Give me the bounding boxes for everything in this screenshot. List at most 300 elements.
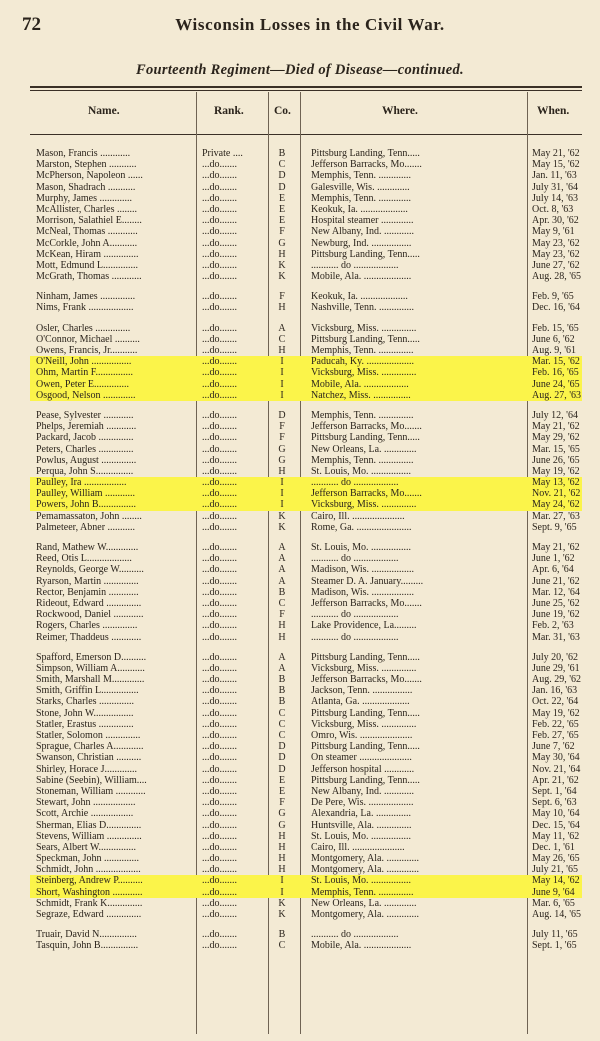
date-cell: Feb. 9, '65 bbox=[532, 291, 574, 303]
name-cell: McKean, Hiram .............. bbox=[36, 248, 139, 260]
place-cell: Jefferson Barracks, Mo....... bbox=[311, 421, 422, 433]
company-cell: A bbox=[278, 553, 286, 565]
name-cell: Smith, Marshall M............. bbox=[36, 674, 145, 686]
date-cell: May 26, '65 bbox=[532, 853, 580, 865]
place-cell: Montgomery, Ala. ............. bbox=[311, 853, 419, 865]
date-cell: June 25, '62 bbox=[532, 597, 580, 609]
name-cell: Murphy, James ............. bbox=[36, 192, 133, 204]
table-row bbox=[30, 511, 582, 522]
table-row bbox=[30, 182, 582, 193]
company-cell: G bbox=[278, 454, 286, 466]
place-cell: Madison, Wis. ................. bbox=[311, 564, 415, 576]
rank-cell: ...do....... bbox=[202, 322, 237, 334]
date-cell: May 19, '62 bbox=[532, 465, 580, 477]
date-cell: Aug. 9, '61 bbox=[532, 345, 577, 356]
col-header-rank: Rank. bbox=[214, 105, 244, 117]
place-cell: New Albany, Ind. ............ bbox=[311, 785, 414, 797]
table-row bbox=[30, 708, 582, 719]
company-cell: F bbox=[279, 797, 285, 809]
date-cell: May 23, '62 bbox=[532, 248, 580, 260]
table-row bbox=[30, 466, 582, 477]
table-row bbox=[30, 553, 582, 564]
rank-cell: ...do....... bbox=[202, 564, 237, 576]
rank-cell: ...do....... bbox=[202, 819, 237, 831]
place-cell: ........... do .................. bbox=[311, 631, 399, 643]
place-cell: Pittsburg Landing, Tenn..... bbox=[311, 432, 420, 444]
name-cell: McAllister, Charles ........ bbox=[36, 203, 137, 215]
date-cell: Sept. 1, '64 bbox=[532, 785, 577, 797]
rank-cell: ...do....... bbox=[202, 651, 237, 663]
rank-cell: ...do....... bbox=[202, 897, 237, 909]
company-cell: B bbox=[278, 586, 286, 598]
place-cell: Jackson, Tenn. ................ bbox=[311, 685, 413, 697]
row-group bbox=[30, 542, 582, 643]
place-cell: Vicksburg, Miss. .............. bbox=[311, 499, 417, 511]
date-cell: Dec. 15, '64 bbox=[532, 819, 580, 831]
date-cell: Dec. 16, '64 bbox=[532, 302, 580, 314]
table-row bbox=[30, 159, 582, 170]
place-cell: Omro, Wis. ..................... bbox=[311, 730, 413, 741]
date-cell: Mar. 27, '63 bbox=[532, 510, 580, 522]
table-row bbox=[30, 587, 582, 598]
name-cell: Starks, Charles .............. bbox=[36, 696, 135, 708]
rank-cell: ...do....... bbox=[202, 685, 237, 697]
date-cell: Aug. 27, '63 bbox=[532, 389, 582, 401]
place-cell: ........... do .................. bbox=[311, 929, 399, 941]
row-group bbox=[30, 410, 582, 533]
highlighted-table-row bbox=[30, 356, 582, 367]
name-cell: Paulley, Ira ................. bbox=[36, 477, 127, 489]
table-row bbox=[30, 334, 582, 345]
highlighted-table-row bbox=[30, 477, 582, 488]
company-cell: D bbox=[278, 409, 286, 421]
company-cell: H bbox=[278, 248, 286, 260]
company-cell: B bbox=[278, 696, 286, 708]
place-cell: Newburg, Ind. ................ bbox=[311, 237, 412, 249]
company-cell: E bbox=[278, 215, 286, 227]
place-cell: Madison, Wis. ................. bbox=[311, 586, 415, 598]
date-cell: May 9, '61 bbox=[532, 226, 575, 238]
rank-cell: ...do....... bbox=[202, 808, 237, 820]
rank-cell: ...do....... bbox=[202, 477, 237, 489]
company-cell: I bbox=[280, 367, 284, 379]
name-cell: Shirley, Horace J............. bbox=[36, 763, 137, 775]
company-cell: C bbox=[278, 940, 286, 952]
rank-cell: ...do....... bbox=[202, 830, 237, 842]
row-group bbox=[30, 652, 582, 921]
date-cell: Aug. 14, '65 bbox=[532, 909, 582, 920]
company-cell: H bbox=[278, 302, 286, 314]
company-cell: I bbox=[280, 356, 284, 368]
name-cell: Rand, Mathew W............. bbox=[36, 542, 139, 553]
company-cell: H bbox=[278, 620, 286, 632]
company-cell: F bbox=[279, 609, 285, 621]
name-cell: Schmidt, Frank K.............. bbox=[36, 897, 143, 909]
date-cell: Oct. 8, '63 bbox=[532, 203, 574, 215]
company-cell: I bbox=[280, 378, 284, 390]
date-cell: Feb. 15, '65 bbox=[532, 322, 579, 334]
company-cell: I bbox=[280, 477, 284, 489]
date-cell: May 10, '64 bbox=[532, 808, 580, 820]
place-cell: Vicksburg, Miss. .............. bbox=[311, 662, 417, 674]
table-row bbox=[30, 663, 582, 674]
table-row bbox=[30, 786, 582, 797]
table-row bbox=[30, 685, 582, 696]
rank-cell: ...do....... bbox=[202, 797, 237, 809]
company-cell: C bbox=[278, 730, 286, 741]
page-number: 72 bbox=[22, 14, 41, 35]
company-cell: K bbox=[278, 521, 286, 533]
name-cell: Morrison, Salathiel E........ bbox=[36, 215, 142, 227]
table-row bbox=[30, 752, 582, 763]
date-cell: Mar. 6, '65 bbox=[532, 897, 575, 909]
date-cell: July 11, '65 bbox=[532, 929, 578, 941]
place-cell: Pittsburg Landing, Tenn..... bbox=[311, 741, 420, 753]
table-row bbox=[30, 421, 582, 432]
name-cell: Stone, John W................ bbox=[36, 707, 134, 719]
table-row bbox=[30, 831, 582, 842]
table-row bbox=[30, 148, 582, 159]
date-cell: Apr. 6, '64 bbox=[532, 564, 574, 576]
rank-cell: ...do....... bbox=[202, 291, 237, 303]
place-cell: Memphis, Tenn. .............. bbox=[311, 454, 414, 466]
table-row bbox=[30, 576, 582, 587]
date-cell: May 11, '62 bbox=[532, 830, 580, 842]
name-cell: Phelps, Jeremiah ............ bbox=[36, 421, 137, 433]
table-row bbox=[30, 249, 582, 260]
rank-cell: ...do....... bbox=[202, 741, 237, 753]
date-cell: July 20, '62 bbox=[532, 651, 578, 663]
place-cell: ........... do .................. bbox=[311, 477, 399, 489]
row-group bbox=[30, 323, 582, 401]
place-cell: St. Louis, Mo. ................ bbox=[311, 542, 412, 553]
rank-cell: ...do....... bbox=[202, 620, 237, 632]
name-cell: Schmidt, John .................. bbox=[36, 864, 141, 876]
name-cell: Packard, Jacob .............. bbox=[36, 432, 134, 444]
table-row bbox=[30, 741, 582, 752]
company-cell: F bbox=[279, 291, 285, 303]
rank-cell: ...do....... bbox=[202, 575, 237, 587]
table-row bbox=[30, 204, 582, 215]
page-header bbox=[0, 0, 600, 52]
name-cell: Perqua, John S............... bbox=[36, 465, 134, 477]
place-cell: Memphis, Tenn. .............. bbox=[311, 345, 414, 356]
row-group bbox=[30, 929, 582, 951]
table-row bbox=[30, 632, 582, 643]
company-cell: C bbox=[278, 718, 286, 730]
place-cell: De Pere, Wis. .................. bbox=[311, 797, 414, 809]
place-cell: Huntsville, Ala. .............. bbox=[311, 819, 412, 831]
name-cell: Simpson, William A........... bbox=[36, 662, 145, 674]
rank-cell: ...do....... bbox=[202, 378, 237, 390]
company-cell: K bbox=[278, 510, 286, 522]
place-cell: Memphis, Tenn. .............. bbox=[311, 409, 414, 421]
name-cell: Mott, Edmund L.............. bbox=[36, 259, 138, 271]
date-cell: June 21, '62 bbox=[532, 575, 580, 587]
highlighted-table-row bbox=[30, 367, 582, 378]
date-cell: July 31, '64 bbox=[532, 181, 578, 193]
place-cell: Natchez, Miss. ............... bbox=[311, 389, 411, 401]
table-row bbox=[30, 808, 582, 819]
table-row bbox=[30, 909, 582, 920]
date-cell: Feb. 22, '65 bbox=[532, 718, 579, 730]
table-row bbox=[30, 797, 582, 808]
rank-cell: ...do....... bbox=[202, 864, 237, 876]
table-row bbox=[30, 291, 582, 302]
date-cell: Feb. 16, '65 bbox=[532, 367, 579, 379]
table-row bbox=[30, 432, 582, 443]
rank-cell: ...do....... bbox=[202, 499, 237, 511]
place-cell: Montgomery, Ala. ............. bbox=[311, 864, 419, 876]
place-cell: New Albany, Ind. ............ bbox=[311, 226, 414, 238]
company-cell: I bbox=[280, 488, 284, 500]
place-cell: Pittsburg Landing, Tenn..... bbox=[311, 774, 420, 786]
table-row bbox=[30, 323, 582, 334]
date-cell: Sept. 1, '65 bbox=[532, 940, 577, 952]
company-cell: A bbox=[278, 662, 286, 674]
place-cell: Jefferson Barracks, Mo....... bbox=[311, 597, 422, 609]
top-rule-thin bbox=[30, 90, 582, 91]
table-row bbox=[30, 302, 582, 313]
name-cell: Spafford, Emerson D.......... bbox=[36, 651, 147, 663]
rank-cell: ...do....... bbox=[202, 929, 237, 941]
company-cell: E bbox=[278, 785, 286, 797]
rank-cell: ...do....... bbox=[202, 696, 237, 708]
place-cell: On steamer ..................... bbox=[311, 752, 412, 764]
name-cell: Rideout, Edward .............. bbox=[36, 597, 142, 609]
company-cell: B bbox=[278, 929, 286, 941]
name-cell: Sabine (Seebin), William.... bbox=[36, 774, 147, 786]
table-row bbox=[30, 455, 582, 466]
name-cell: Osler, Charles .............. bbox=[36, 322, 131, 334]
place-cell: ........... do .................. bbox=[311, 553, 399, 565]
rank-cell: ...do....... bbox=[202, 389, 237, 401]
name-cell: Rockwood, Daniel ............ bbox=[36, 609, 144, 621]
date-cell: May 15, '62 bbox=[532, 159, 580, 171]
place-cell: Hospital steamer ............. bbox=[311, 215, 414, 227]
place-cell: Pittsburg Landing, Tenn..... bbox=[311, 248, 420, 260]
date-cell: Nov. 21, '64 bbox=[532, 763, 581, 775]
name-cell: Palmeteer, Abner ........... bbox=[36, 521, 136, 533]
highlighted-table-row bbox=[30, 390, 582, 401]
rank-cell: ...do....... bbox=[202, 841, 237, 853]
place-cell: Jefferson Barracks, Mo....... bbox=[311, 488, 422, 500]
place-cell: Vicksburg, Miss. .............. bbox=[311, 718, 417, 730]
table-row bbox=[30, 444, 582, 455]
table-row bbox=[30, 620, 582, 631]
company-cell: K bbox=[278, 259, 286, 271]
name-cell: Reynolds, George W.......... bbox=[36, 564, 144, 576]
name-cell: Truair, David N............... bbox=[36, 929, 137, 941]
name-cell: Peters, Charles .............. bbox=[36, 443, 134, 455]
rank-cell: ...do....... bbox=[202, 886, 237, 898]
top-rule bbox=[30, 86, 582, 88]
place-cell: Vicksburg, Miss. .............. bbox=[311, 367, 417, 379]
highlighted-table-row bbox=[30, 379, 582, 390]
rank-cell: ...do....... bbox=[202, 853, 237, 865]
company-cell: I bbox=[280, 389, 284, 401]
company-cell: E bbox=[278, 192, 286, 204]
company-cell: H bbox=[278, 465, 286, 477]
rank-cell: ...do....... bbox=[202, 443, 237, 455]
table-row bbox=[30, 598, 582, 609]
rank-cell: ...do....... bbox=[202, 763, 237, 775]
table-row bbox=[30, 775, 582, 786]
date-cell: Sept. 6, '63 bbox=[532, 797, 577, 809]
place-cell: Mobile, Ala. ................... bbox=[311, 271, 412, 283]
rank-cell: ...do....... bbox=[202, 730, 237, 741]
place-cell: Jefferson hospital ............ bbox=[311, 763, 415, 775]
rank-cell: ...do....... bbox=[202, 226, 237, 238]
company-cell: H bbox=[278, 345, 286, 356]
col-header-name: Name. bbox=[88, 105, 120, 117]
name-cell: Reed, Otis L.................. bbox=[36, 553, 132, 565]
name-cell: McCorkle, John A........... bbox=[36, 237, 138, 249]
place-cell: Memphis, Tenn. ............. bbox=[311, 192, 411, 204]
company-cell: E bbox=[278, 203, 286, 215]
name-cell: Swanson, Christian .......... bbox=[36, 752, 142, 764]
table-row bbox=[30, 898, 582, 909]
name-cell: Ninham, James .............. bbox=[36, 291, 136, 303]
company-cell: G bbox=[278, 237, 286, 249]
rank-cell: ...do....... bbox=[202, 345, 237, 356]
rank-cell: ...do....... bbox=[202, 333, 237, 345]
company-cell: B bbox=[278, 674, 286, 686]
name-cell: Osgood, Nelson ............. bbox=[36, 389, 136, 401]
date-cell: Aug. 29, '62 bbox=[532, 674, 582, 686]
name-cell: Mason, Shadrach ........... bbox=[36, 181, 136, 193]
table-row bbox=[30, 260, 582, 271]
place-cell: Galesville, Wis. ............. bbox=[311, 181, 410, 193]
table-row bbox=[30, 410, 582, 421]
name-cell: Nims, Frank .................. bbox=[36, 302, 134, 314]
rank-cell: ...do....... bbox=[202, 421, 237, 433]
date-cell: May 24, '62 bbox=[532, 499, 580, 511]
company-cell: G bbox=[278, 819, 286, 831]
place-cell: Memphis, Tenn. .............. bbox=[311, 886, 414, 898]
table-row bbox=[30, 929, 582, 940]
company-cell: K bbox=[278, 271, 286, 283]
page-title: Wisconsin Losses in the Civil War. bbox=[175, 15, 445, 34]
place-cell: ........... do .................. bbox=[311, 609, 399, 621]
col-header-where: Where. bbox=[382, 105, 418, 117]
name-cell: Statler, Erastus .............. bbox=[36, 718, 134, 730]
rank-cell: ...do....... bbox=[202, 302, 237, 314]
company-cell: D bbox=[278, 752, 286, 764]
name-cell: Powlus, August .............. bbox=[36, 454, 137, 466]
place-cell: Keokuk, Ia. ................... bbox=[311, 203, 408, 215]
company-cell: F bbox=[279, 226, 285, 238]
name-cell: Reimer, Thaddeus ............ bbox=[36, 631, 142, 643]
date-cell: June 24, '65 bbox=[532, 378, 580, 390]
place-cell: New Orleans, La. ............. bbox=[311, 897, 417, 909]
date-cell: Aug. 28, '65 bbox=[532, 271, 582, 283]
name-cell: Ryarson, Martin .............. bbox=[36, 575, 139, 587]
rank-cell: ...do....... bbox=[202, 553, 237, 565]
date-cell: Apr. 30, '62 bbox=[532, 215, 579, 227]
highlighted-table-row bbox=[30, 887, 582, 898]
company-cell: A bbox=[278, 564, 286, 576]
table-row bbox=[30, 864, 582, 875]
name-cell: Pemamassaton, John ........ bbox=[36, 510, 142, 522]
company-cell: E bbox=[278, 774, 286, 786]
rank-cell: ...do....... bbox=[202, 409, 237, 421]
table-row bbox=[30, 238, 582, 249]
place-cell: Lake Providence, La......... bbox=[311, 620, 417, 632]
date-cell: May 21, '62 bbox=[532, 148, 580, 159]
place-cell: Keokuk, Ia. ................... bbox=[311, 291, 408, 303]
name-cell: Paulley, William ............ bbox=[36, 488, 136, 500]
date-cell: June 6, '62 bbox=[532, 333, 575, 345]
place-cell: Pittsburg Landing, Tenn..... bbox=[311, 148, 420, 159]
company-cell: G bbox=[278, 808, 286, 820]
company-cell: K bbox=[278, 909, 286, 920]
table-row bbox=[30, 696, 582, 707]
date-cell: June 7, '62 bbox=[532, 741, 575, 753]
rank-cell: ...do....... bbox=[202, 785, 237, 797]
name-cell: Rector, Benjamin ............ bbox=[36, 586, 139, 598]
rank-cell: ...do....... bbox=[202, 909, 237, 920]
place-cell: Pittsburg Landing, Tenn..... bbox=[311, 707, 420, 719]
name-cell: Scott, Archie ................. bbox=[36, 808, 134, 820]
place-cell: Pittsburg Landing, Tenn..... bbox=[311, 651, 420, 663]
rank-cell: ...do....... bbox=[202, 432, 237, 444]
place-cell: Paducah, Ky. ................... bbox=[311, 356, 414, 368]
rank-cell: ...do....... bbox=[202, 631, 237, 643]
place-cell: Rome, Ga. ...................... bbox=[311, 521, 412, 533]
place-cell: Mobile, Ala. ................... bbox=[311, 940, 412, 952]
place-cell: Vicksburg, Miss. .............. bbox=[311, 322, 417, 334]
company-cell: B bbox=[278, 685, 286, 697]
place-cell: Montgomery, Ala. ............. bbox=[311, 909, 419, 920]
section-subtitle: Fourteenth Regiment—Died of Disease—continued. bbox=[136, 62, 464, 78]
date-cell: Jan. 11, '63 bbox=[532, 170, 577, 182]
rank-cell: ...do....... bbox=[202, 237, 237, 249]
place-cell: Nashville, Tenn. .............. bbox=[311, 302, 414, 314]
name-cell: Mason, Francis ............ bbox=[36, 148, 131, 159]
table-row bbox=[30, 522, 582, 533]
place-cell: Cairo, Ill. ..................... bbox=[311, 510, 405, 522]
date-cell: Feb. 2, '63 bbox=[532, 620, 574, 632]
date-cell: May 13, '62 bbox=[532, 477, 580, 489]
date-cell: June 27, '62 bbox=[532, 259, 580, 271]
name-cell: Sherman, Elias D.............. bbox=[36, 819, 142, 831]
col-header-co: Co. bbox=[274, 105, 291, 117]
name-cell: Sears, Albert W............... bbox=[36, 841, 136, 853]
company-cell: C bbox=[278, 159, 286, 171]
table-row bbox=[30, 764, 582, 775]
col-header-when: When. bbox=[537, 105, 570, 117]
name-cell: Owen, Peter E.............. bbox=[36, 378, 130, 390]
place-cell: Atlanta, Ga. ................... bbox=[311, 696, 410, 708]
name-cell: Short, Washington ............ bbox=[36, 886, 143, 898]
rank-cell: ...do....... bbox=[202, 940, 237, 952]
rank-cell: ...do....... bbox=[202, 609, 237, 621]
company-cell: C bbox=[278, 707, 286, 719]
date-cell: Apr. 21, '62 bbox=[532, 774, 579, 786]
company-cell: F bbox=[279, 421, 285, 433]
date-cell: Oct. 22, '64 bbox=[532, 696, 579, 708]
table-row bbox=[30, 719, 582, 730]
date-cell: July 21, '65 bbox=[532, 864, 578, 876]
rank-cell: ...do....... bbox=[202, 192, 237, 204]
place-cell: Cairo, Ill. ..................... bbox=[311, 841, 405, 853]
rank-cell: ...do....... bbox=[202, 367, 237, 379]
table-row bbox=[30, 215, 582, 226]
name-cell: Tasquin, John B............... bbox=[36, 940, 139, 952]
date-cell: Mar. 15, '62 bbox=[532, 356, 580, 368]
highlighted-table-row bbox=[30, 875, 582, 886]
